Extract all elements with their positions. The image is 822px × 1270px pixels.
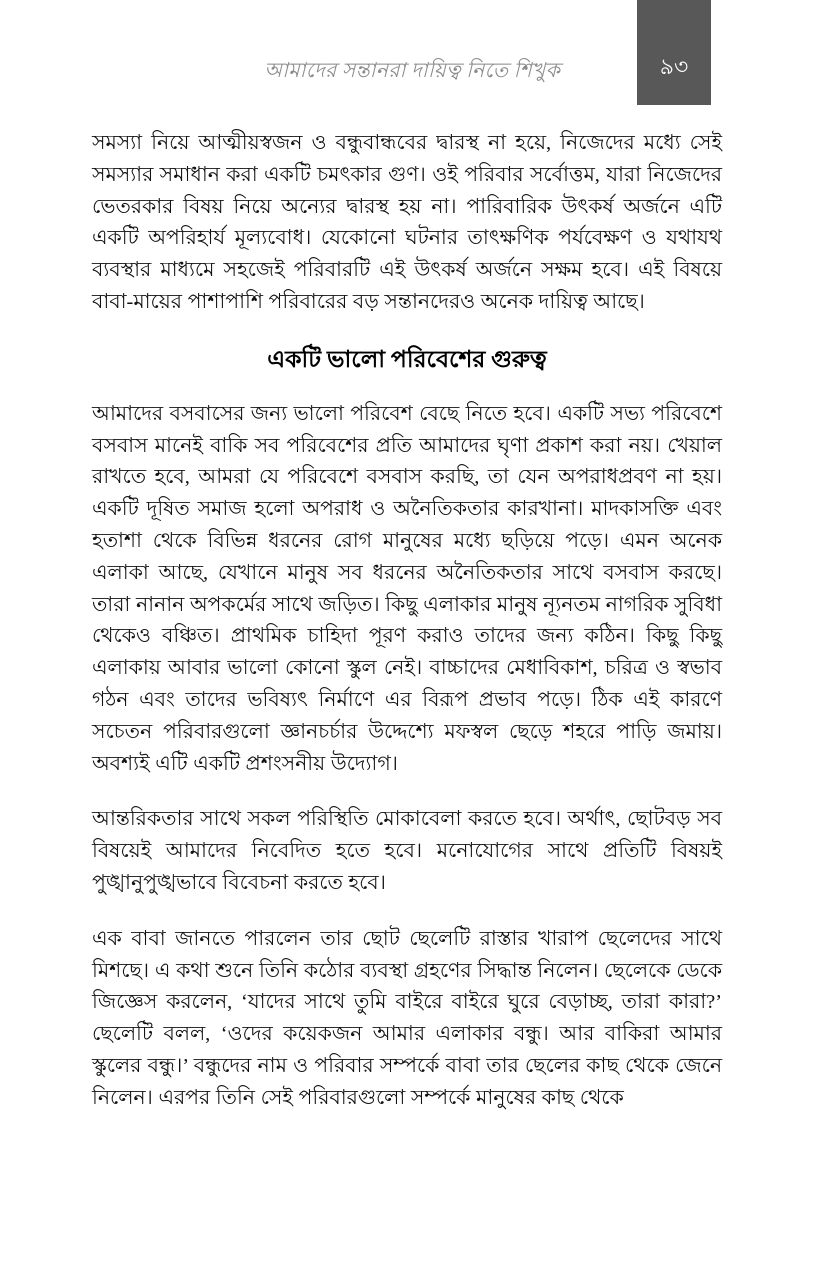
body-text-column [92, 128, 722, 1139]
section-heading-1: একটি ভালো পরিবেশের গুরুত্ব [267, 346, 547, 373]
paragraph-1: সমস্যা নিয়ে আত্মীয়স্বজন ও বন্ধুবান্ধবের দ্বারস্থ না হয়ে, নিজেদের মধ্যে সেই সমস্যার সমাধান করা একটি চমৎকার গুণ। ওই পরিবার সর্বোত্তম, যারা নিজেদের ভেতরকার বিষয় নিয়ে অন্যের দ্বারস্থ হয় না। পারিবারিক উৎকর্ষ অর্জনে এটি একটি অপরিহার্য মূল্যবোধ। যেকোনো ঘটনার তাৎক্ষণিক পর্যবেক্ষণ ও যথাযথ ব্যবস্থার মাধ্যমে সহজেই পরিবারটি এই উৎকর্ষ অর্জনে সক্ষম হবে। এই বিষয়ে বাবা-মায়ের পাশাপাশি পরিবারের বড় সন্তানদেরও অনেক দায়িত্ব আছে। [92, 132, 722, 313]
paragraph-3: আন্তরিকতার সাথে সকল পরিস্থিতি মোকাবেলা করতে হবে। অর্থাৎ, ছোটবড় সব বিষয়েই আমাদের নিবেদিত হতে হবে। মনোযোগের সাথে প্রতিটি বিষয়ই পুঙ্খানুপুঙ্খভাবে বিবেচনা করতে হবে। [92, 808, 722, 894]
page-number-box [637, 0, 711, 105]
paragraph-2: আমাদের বসবাসের জন্য ভালো পরিবেশ বেছে নিতে হবে। একটি সভ্য পরিবেশে বসবাস মানেই বাকি সব পরিবেশের প্রতি আমাদের ঘৃণা প্রকাশ করা নয়। খেয়াল রাখতে হবে, আমরা যে পরিবেশে বসবাস করছি, তা যেন অপরাধপ্রবণ না হয়। একটি দূষিত সমাজ হলো অপরাধ ও অনৈতিকতার কারখানা। মাদকাসক্তি এবং হতাশা থেকে বিভিন্ন ধরনের রোগ মানুষের মধ্যে ছড়িয়ে পড়ে। এমন অনেক এলাকা আছে, যেখানে মানুষ সব ধরনের অনৈতিকতার সাথে বসবাস করছে। তারা নানান অপকর্মের সাথে জড়িত। কিছু এলাকার মানুষ ন্যূনতম নাগরিক সুবিধা থেকেও বঞ্চিত। প্রাথমিক চাহিদা পূরণ করাও তাদের জন্য কঠিন। কিছু কিছু এলাকায় আবার ভালো কোনো স্কুল নেই। বাচ্চাদের মেধাবিকাশ, চরিত্র ও স্বভাব গঠন এবং তাদের ভবিষ্যৎ নির্মাণে এর বিরূপ প্রভাব পড়ে। ঠিক এই কারণে সচেতন পরিবারগুলো জ্ঞানচর্চার উদ্দেশ্যে মফস্বল ছেড়ে শহরে পাড়ি জমায়। অবশ্যই এটি একটি প্রশংসনীয় উদ্যোগ। [92, 402, 722, 775]
running-header [0, 0, 822, 110]
paragraph-4: এক বাবা জানতে পারলেন তার ছোট ছেলেটি রাস্তার খারাপ ছেলেদের সাথে মিশছে। এ কথা শুনে তিনি কঠোর ব্যবস্থা গ্রহণের সিদ্ধান্ত নিলেন। ছেলেকে ডেকে জিজ্ঞেস করলেন, ‘যাদের সাথে তুমি বাইরে বাইরে ঘুরে বেড়াচ্ছ, তারা কারা?’ ছেলেটি বলল, ‘ওদের কয়েকজন আমার এলাকার বন্ধু। আর বাকিরা আমার স্কুলের বন্ধু।’ বন্ধুদের নাম ও পরিবার সম্পর্কে বাবা তার ছেলের কাছ থেকে জেনে নিলেন। এরপর তিনি সেই পরিবারগুলো সম্পর্কে মানুষের কাছ থেকে [92, 927, 722, 1109]
page-number: ৯৩ [659, 54, 689, 79]
running-header-title: আমাদের সন্তানরা দায়িত্ব নিতে শিখুক [264, 60, 560, 82]
